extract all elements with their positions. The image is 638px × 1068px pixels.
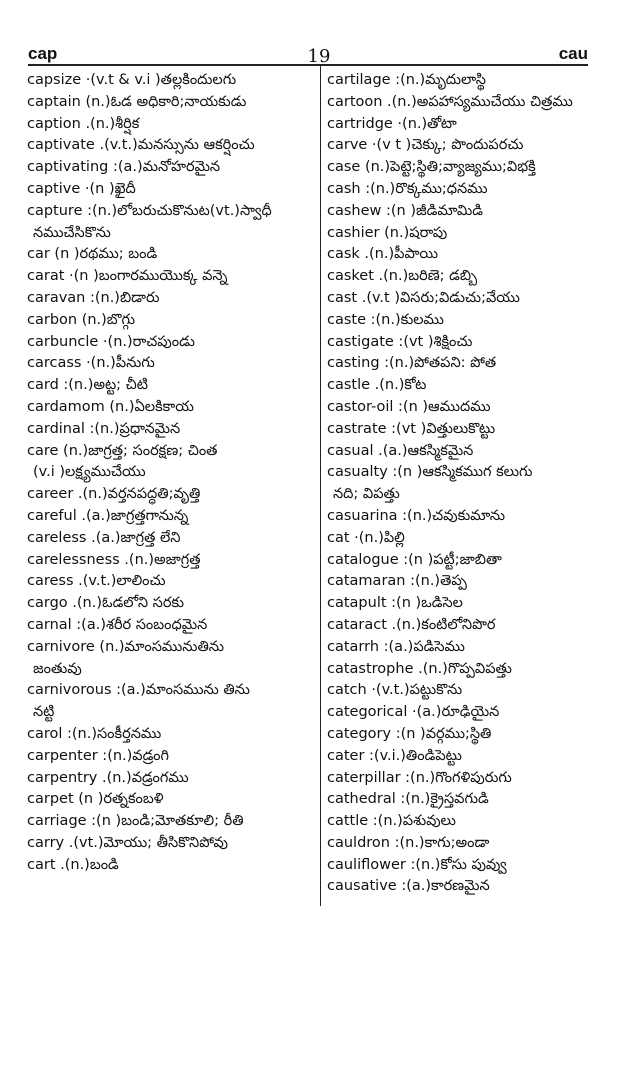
dictionary-entry: career .(n.)వర్తనపద్ధతి;వృత్తి bbox=[27, 486, 201, 503]
dictionary-entry: జంతువు bbox=[33, 660, 82, 677]
dictionary-entry: care (n.)జాగ్రత్త; సంరక్షణ; చింత bbox=[27, 442, 218, 459]
dictionary-entry: carelessness .(n.)అజాగ్రత్త bbox=[27, 551, 201, 568]
dictionary-entry: cauliflower :(n.)కోసు పువ్వు bbox=[327, 856, 507, 873]
dictionary-entry: caravan :(n.)బిడారు bbox=[27, 289, 160, 306]
dictionary-entry: catastrophe .(n.)గొప్పవిపత్తు bbox=[327, 660, 512, 677]
dictionary-entry: carnivorous :(a.)మాంసమును తిను bbox=[27, 682, 250, 699]
dictionary-entry: castor-oil :(n )ఆముదము bbox=[327, 398, 491, 415]
dictionary-entry: carnal :(a.)శరీర సంబంధమైన bbox=[27, 616, 208, 633]
dictionary-entry: catapult :(n )ఒడిసెల bbox=[327, 595, 463, 612]
dictionary-entry: carriage :(n )బండి;మోతకూలి; రీతి bbox=[27, 813, 244, 830]
dictionary-entry: captain (n.)ఓడ అధికారి;నాయకుడు bbox=[27, 93, 247, 110]
dictionary-entry: casting :(n.)పోతపని: పోత bbox=[327, 355, 497, 372]
dictionary-entry: caress .(v.t.)లాలించు bbox=[27, 573, 166, 590]
dictionary-entry: casket .(n.)బరిణె; డబ్బి bbox=[327, 268, 478, 285]
dictionary-entry: casuarina :(n.)చవుకుమాను bbox=[327, 507, 505, 524]
dictionary-entry: catch ·(v.t.)పట్టుకొను bbox=[327, 682, 463, 699]
dictionary-entry: cartridge ·(n.)తోటా bbox=[327, 115, 457, 132]
header-rule bbox=[28, 64, 588, 66]
dictionary-entry: captivate .(v.t.)మనస్సును ఆకర్షించు bbox=[27, 137, 255, 154]
dictionary-entry: (v.i )లక్ష్యముచేయు bbox=[33, 464, 146, 481]
dictionary-entry: cardinal :(n.)ప్రధానమైన bbox=[27, 420, 181, 437]
dictionary-entry: cataract .(n.)కంటిలోనిపొర bbox=[327, 616, 496, 633]
dictionary-entry: carat ·(n )బంగారముయొక్క వన్నె bbox=[27, 268, 228, 285]
dictionary-entry: careless .(a.)జాగ్రత్త లేని bbox=[27, 529, 181, 546]
left-guide-word: cap bbox=[28, 44, 58, 63]
page-number: 19 bbox=[307, 46, 331, 67]
dictionary-entry: capsize ·(v.t & v.i )తల్లకిందులగు bbox=[27, 72, 237, 88]
dictionary-entry: carbuncle ·(n.)రాచపుండు bbox=[27, 333, 195, 350]
dictionary-entry: card :(n.)అట్ట; చీటి bbox=[27, 377, 148, 394]
dictionary-entry: car (n )రథము; బండి bbox=[27, 246, 158, 263]
dictionary-entry: casual .(a.)ఆకస్మికమైన bbox=[327, 442, 474, 459]
dictionary-entry: catarrh :(a.)పడిసెము bbox=[327, 638, 465, 655]
dictionary-entry: carpenter :(n.)వడ్రంగి bbox=[27, 747, 169, 764]
dictionary-entry: category :(n )వర్గము;స్థితి bbox=[327, 725, 492, 742]
left-column bbox=[27, 70, 315, 876]
dictionary-entry: carpet (n )రత్నకంబళి bbox=[27, 791, 164, 808]
dictionary-entry: caption .(n.)శీర్షిక bbox=[27, 115, 140, 132]
dictionary-entry: carve ·(v t )చెక్కు; పొందుపరచు bbox=[327, 137, 524, 154]
dictionary-entry: నట్టి bbox=[33, 704, 55, 721]
dictionary-entry: categorical ·(a.)రూఢియైన bbox=[327, 704, 500, 721]
dictionary-entry: నది; విపత్తు bbox=[333, 486, 400, 503]
dictionary-entry: carbon (n.)బొగ్గు bbox=[27, 311, 136, 328]
dictionary-entry: careful .(a.)జాగ్రత్తగానున్న bbox=[27, 507, 189, 524]
dictionary-entry: cattle :(n.)పశువులు bbox=[327, 813, 456, 830]
dictionary-entry: castigate :(vt )శిక్షించు bbox=[327, 333, 473, 350]
right-column bbox=[327, 70, 612, 898]
dictionary-entry: cash :(n.)రొక్కము;ధనము bbox=[327, 180, 488, 197]
dictionary-entry: castle .(n.)కోట bbox=[327, 377, 427, 394]
dictionary-entry: cathedral :(n.)క్రైస్తవగుడి bbox=[327, 791, 489, 808]
dictionary-entry: carpentry .(n.)వడ్రంగము bbox=[27, 769, 189, 786]
dictionary-entry: cart .(n.)బండి bbox=[27, 856, 119, 873]
dictionary-entry: cargo .(n.)ఓడలోని సరకు bbox=[27, 595, 185, 612]
dictionary-entry: carry .(vt.)మోయు; తీసికొనిపోవు bbox=[27, 834, 228, 851]
dictionary-entry: captivating :(a.)మనోహరమైన bbox=[27, 159, 221, 176]
dictionary-entry: capture :(n.)లోబరుచుకొనుట(vt.)స్వాధీ bbox=[27, 202, 272, 219]
dictionary-entry: cask .(n.)పీపాయి bbox=[327, 246, 439, 263]
dictionary-entry: నముచేసికొను bbox=[33, 224, 111, 241]
dictionary-entry: captive ·(n )ఖైదీ bbox=[27, 180, 136, 197]
dictionary-entry: carnivore (n.)మాంసమునుతిను bbox=[27, 638, 224, 655]
dictionary-entry: cast .(v.t )విసరు;విడుచు;వేయు bbox=[327, 289, 520, 306]
dictionary-entry: cartilage :(n.)మృదులాస్థి bbox=[327, 72, 486, 88]
dictionary-entry: cater :(v.i.)తిండిపెట్టు bbox=[327, 747, 462, 764]
dictionary-entry: caste :(n.)కులము bbox=[327, 311, 444, 328]
dictionary-entry: carol :(n.)సంకీర్తనము bbox=[27, 725, 162, 742]
dictionary-entry: cashier (n.)షరాపు bbox=[327, 224, 448, 241]
dictionary-entry: caterpillar :(n.)గొంగళిపురుగు bbox=[327, 769, 512, 786]
dictionary-entry: carcass ·(n.)పీనుగు bbox=[27, 355, 155, 372]
dictionary-entry: castrate :(vt )విత్తులుకొట్టు bbox=[327, 420, 496, 437]
dictionary-entry: cashew :(n )జీడిమామిడి bbox=[327, 202, 483, 219]
dictionary-entry: casualty :(n )ఆకస్మికముగ కలుగు bbox=[327, 464, 533, 481]
dictionary-entry: causative :(a.)కారణమైన bbox=[327, 878, 490, 895]
dictionary-entry: catalogue :(n )పట్టీ;జాబితా bbox=[327, 551, 502, 568]
dictionary-entry: case (n.)పెట్టె;స్థితి;వ్యాజ్యము;విభక్తి bbox=[327, 159, 536, 176]
column-divider bbox=[320, 64, 321, 906]
dictionary-entry: catamaran :(n.)తెప్ప bbox=[327, 573, 467, 590]
dictionary-entry: cardamom (n.)ఏలకికాయ bbox=[27, 398, 194, 415]
dictionary-entry: cartoon .(n.)అపహాస్యముచేయు చిత్రము bbox=[327, 93, 573, 110]
right-guide-word: cau bbox=[558, 44, 588, 63]
dictionary-entry: cat ·(n.)పిల్లి bbox=[327, 529, 405, 546]
dictionary-entry: cauldron :(n.)కాగు;అండా bbox=[327, 834, 490, 851]
